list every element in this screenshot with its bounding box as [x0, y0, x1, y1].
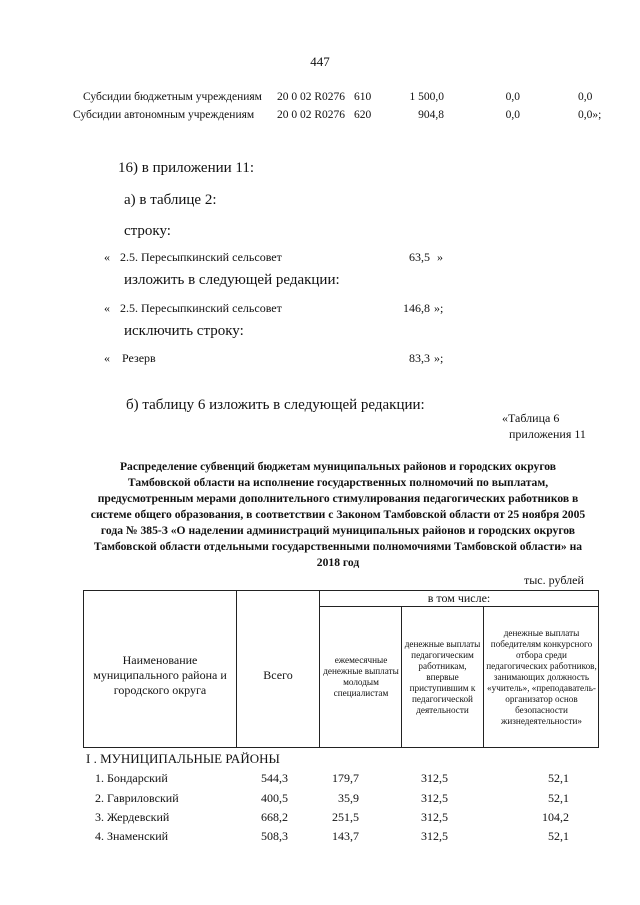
header-including: в том числе:	[427, 591, 491, 605]
table-row-1-name: 1. Бондарский	[95, 771, 168, 785]
table-ref-line-2: приложения 11	[509, 427, 586, 441]
row-new-name: 2.5. Пересыпкинский сельсовет	[120, 301, 282, 315]
table-row-1-col1: 179,7	[332, 771, 359, 785]
table-row-4-total: 508,3	[261, 829, 288, 843]
table-row-4-col2: 312,5	[421, 829, 448, 843]
header-bottom-border	[83, 747, 599, 748]
header-first-time-payments: денежные выплаты педагогическим работникам, впервые приступившим к педагогической деятельности	[404, 638, 481, 715]
row-old-open-quote: «	[104, 250, 110, 264]
row-reserve-name: Резерв	[122, 351, 156, 365]
header-contest-winners-payments: денежные выплаты победителям конкурсного отбора среди педагогических работников, занимающих должность «учитель», «преподаватель-организатор основ безопасности жизнедеятельности»	[486, 627, 597, 726]
header-divider-1	[236, 590, 237, 748]
header-divider-3	[401, 606, 402, 748]
item-a: а) в таблице 2:	[124, 192, 217, 208]
item-b: б) таблицу 6 изложить в следующей редакции:	[126, 397, 425, 413]
header-right-border	[598, 590, 599, 748]
top-row-2-value-2: 0,0	[505, 109, 520, 121]
table-title: Распределение субвенций бюджетам муниципальных районов и городских округов Тамбовской области на исполнение государственных полномочий по выплатам, предусмотренным мерами дополнительного стимулирования педагогических работников в системе общего образования, в соответствии с Законом Тамбовской области от 25 ноября 2005 года № 385-З «О наделении администраций муниципальных районов и городских округов Тамбовской области отдельными государственными полномочиями Тамбовской области» на 2018 год	[90, 460, 586, 569]
top-row-2-value-1: 904,8	[418, 109, 444, 121]
top-row-1-code: 20 0 02 R0276	[277, 91, 346, 103]
exclude-label: исключить строку:	[124, 323, 244, 339]
top-row-2-code: 20 0 02 R0276	[277, 109, 346, 121]
top-row-1-value-3: 0,0	[578, 91, 593, 103]
header-divider-2	[319, 590, 320, 748]
table-row-1-col3: 52,1	[548, 771, 569, 785]
line-label: строку:	[124, 223, 171, 239]
table-row-4-col3: 52,1	[548, 829, 569, 843]
row-reserve-open-quote: «	[104, 351, 110, 365]
table-row-3-total: 668,2	[261, 810, 288, 824]
row-new-open-quote: «	[104, 301, 110, 315]
row-new-close-quote: »;	[434, 301, 444, 315]
row-old-name: 2.5. Пересыпкинский сельсовет	[120, 250, 282, 264]
table-header	[83, 590, 599, 748]
top-row-2-vr: 620	[354, 109, 372, 121]
header-name: Наименование муниципального района и городского округа	[93, 652, 227, 697]
table-row-4-col1: 143,7	[332, 829, 359, 843]
top-row-1-name: Субсидии бюджетным учреждениям	[83, 91, 262, 103]
row-old-value: 63,5	[409, 250, 430, 264]
row-new-value: 146,8	[403, 301, 430, 315]
row-reserve-close-quote: »;	[434, 351, 444, 365]
header-monthly-payments: ежемесячные денежные выплаты молодым специалистам	[323, 655, 399, 698]
table-row-2-name: 2. Гавриловский	[95, 791, 179, 805]
header-left-border	[83, 590, 84, 748]
header-subgroup-line	[319, 606, 599, 607]
table-row-2-col1: 35,9	[338, 791, 359, 805]
section-heading: I . МУНИЦИПАЛЬНЫЕ РАЙОНЫ	[86, 751, 280, 766]
table-row-3-col2: 312,5	[421, 810, 448, 824]
table-row-1-col2: 312,5	[421, 771, 448, 785]
top-row-1-value-2: 0,0	[505, 91, 520, 103]
table-row-3-name: 3. Жердевский	[95, 810, 170, 824]
table-row-2-col2: 312,5	[421, 791, 448, 805]
table-row-4-name: 4. Знаменский	[95, 829, 169, 843]
table-row-3-col3: 104,2	[542, 810, 569, 824]
replace-label: изложить в следующей редакции:	[124, 272, 340, 288]
top-row-2-name: Субсидии автономным учреждениям	[73, 109, 255, 121]
table-ref-line-1: «Таблица 6	[502, 411, 560, 425]
header-total: Всего	[263, 667, 293, 682]
header-divider-4	[483, 606, 484, 748]
row-old-close-quote: »	[437, 250, 443, 264]
table-row-2-col3: 52,1	[548, 791, 569, 805]
table-row-1-total: 544,3	[261, 771, 288, 785]
top-row-1-vr: 610	[354, 91, 372, 103]
table-row-3-col1: 251,5	[332, 810, 359, 824]
top-row-2-value-3: 0,0»;	[578, 109, 602, 121]
units-label: тыс. рублей	[524, 573, 584, 587]
page-number: 447	[310, 54, 330, 69]
item-16: 16) в приложении 11:	[118, 160, 255, 176]
table-row-2-total: 400,5	[261, 791, 288, 805]
top-row-1-value-1: 1 500,0	[409, 91, 444, 103]
row-reserve-value: 83,3	[409, 351, 430, 365]
